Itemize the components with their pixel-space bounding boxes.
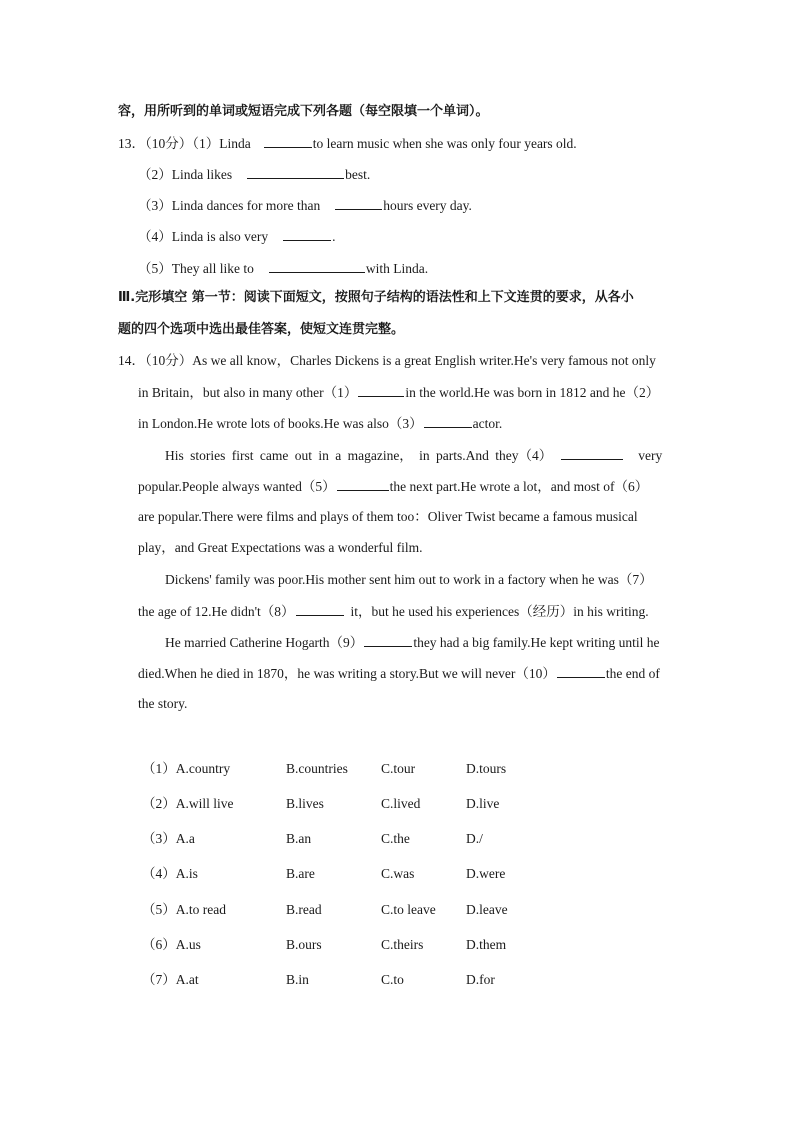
q14-p1-line-2	[138, 382, 659, 403]
q13-l4-before: （4）Linda is also very	[138, 229, 269, 244]
q14-blank-9[interactable]	[364, 632, 412, 647]
option-d[interactable]: D.them	[466, 937, 507, 952]
option-a[interactable]: A.country	[175, 761, 231, 776]
option-num: （3）	[142, 831, 176, 846]
q13-line-1	[118, 133, 577, 154]
q14-p2-l1b: very	[638, 448, 663, 463]
option-c[interactable]: C.to leave	[381, 902, 436, 917]
option-row	[142, 864, 198, 884]
section-intro: 容，用所听到的单词或短语完成下列各题（每空限填一个单词）。	[118, 104, 489, 119]
q13-line-4	[138, 226, 335, 247]
q13-blank-1[interactable]	[264, 133, 312, 148]
q14-p1-l3b: actor.	[472, 416, 503, 431]
option-row	[142, 829, 195, 849]
option-a[interactable]: A.us	[175, 937, 201, 952]
q14-p1-l2b: in the world.He was born in 1812 and he（2）	[405, 385, 660, 400]
option-d[interactable]: D.were	[466, 866, 506, 881]
option-b[interactable]: B.ours	[286, 937, 322, 952]
q13-line-5	[138, 258, 428, 279]
q14-p1-line-1: 14．（10分）As we all know，Charles Dickens is a great English writer.He's very famous not only	[118, 353, 656, 368]
section3-line-1: Ⅲ.完形填空 第一节：阅读下面短文，按照句子结构的语法性和上下文连贯的要求，从各小	[118, 290, 634, 305]
q13-l5-before: （5）They all like to	[138, 261, 254, 276]
q14-p4-l2a: died.When he died in 1870，he was writing a story.But we will never（10）	[138, 666, 556, 681]
q14-blank-5[interactable]	[337, 476, 389, 491]
q14-p1-line-3	[138, 413, 502, 434]
q14-p2-l2b: the next part.He wrote a lot，and most of（6）	[389, 479, 649, 494]
option-num: （6）	[142, 937, 176, 952]
q13-line-2	[138, 164, 370, 185]
q14-p4-l1a: He married Catherine Hogarth（9）	[165, 635, 364, 650]
option-row	[142, 935, 201, 955]
q13-blank-3[interactable]	[335, 195, 382, 210]
q13-blank-4[interactable]	[283, 226, 331, 241]
q14-p2-l2a: popular.People always wanted（5）	[138, 479, 336, 494]
q14-blank-8[interactable]	[296, 601, 344, 616]
option-a[interactable]: A.will live	[175, 796, 234, 811]
option-a[interactable]: A.to read	[175, 902, 226, 917]
option-c[interactable]: C.was	[381, 866, 415, 881]
q13-blank-2[interactable]	[247, 164, 344, 179]
option-c[interactable]: C.the	[381, 831, 410, 846]
q14-p4-line-3: the story.	[138, 696, 188, 711]
q13-l1-after: to learn music when she was only four years old.	[312, 136, 577, 151]
q14-p3-line-1: Dickens' family was poor.His mother sent him out to work in a factory when he was（7）	[165, 572, 653, 587]
section3-line-2: 题的四个选项中选出最佳答案，使短文连贯完整。	[118, 322, 405, 337]
option-num: （7）	[142, 972, 176, 987]
q14-blank-4[interactable]	[561, 445, 623, 460]
option-a[interactable]: A.at	[175, 972, 199, 987]
q13-line-3	[138, 195, 472, 216]
q14-blank-3[interactable]	[424, 413, 472, 428]
option-b[interactable]: B.read	[286, 902, 322, 917]
q14-p4-l1b: they had a big family.He kept writing until he	[413, 635, 660, 650]
q13-l2-after: best.	[345, 167, 371, 182]
q13-l2-before: （2）Linda likes	[138, 167, 233, 182]
q14-p4-line-1	[165, 632, 660, 653]
option-c[interactable]: C.lived	[381, 796, 421, 811]
q14-p2-line-1	[165, 445, 662, 466]
option-d[interactable]: D.tours	[466, 761, 507, 776]
option-c[interactable]: C.tour	[381, 761, 416, 776]
q13-l3-after: hours every day.	[383, 198, 472, 213]
q14-p3-l2b: it，but he used his experiences（经历）in his writing.	[350, 604, 649, 619]
q13-l4-after: .	[332, 229, 336, 244]
q14-p3-line-2	[138, 601, 649, 622]
q13-l5-after: with Linda.	[365, 261, 429, 276]
option-num: （4）	[142, 866, 176, 881]
q14-p4-l2b: the end of	[605, 666, 660, 681]
option-c[interactable]: C.to	[381, 972, 404, 987]
q14-p2-l1a: His stories first came out in a magazine， in parts.And they（4）	[165, 448, 553, 463]
option-row	[142, 900, 226, 920]
option-num: （1）	[142, 761, 176, 776]
option-d[interactable]: D.leave	[466, 902, 508, 917]
q13-l3-before: （3）Linda dances for more than	[138, 198, 321, 213]
option-d[interactable]: D./	[466, 831, 483, 846]
q14-p3-l2a: the age of 12.He didn't（8）	[138, 604, 295, 619]
option-a[interactable]: A.a	[175, 831, 195, 846]
q14-blank-10[interactable]	[557, 663, 605, 678]
option-b[interactable]: B.an	[286, 831, 312, 846]
q14-p1-l2a: in Britain，but also in many other（1）	[138, 385, 358, 400]
option-num: （5）	[142, 902, 176, 917]
q14-p4-line-2	[138, 663, 660, 684]
q14-p1-l3a: in London.He wrote lots of books.He was also（3）	[138, 416, 423, 431]
option-row	[142, 794, 234, 814]
q14-p2-line-3: are popular.There were films and plays of them too：Oliver Twist became a famous musical	[138, 509, 638, 524]
option-row	[142, 970, 199, 990]
option-b[interactable]: B.countries	[286, 761, 348, 776]
q14-p2-line-2	[138, 476, 648, 497]
option-b[interactable]: B.are	[286, 866, 315, 881]
option-d[interactable]: D.live	[466, 796, 500, 811]
option-a[interactable]: A.is	[175, 866, 198, 881]
q13-blank-5[interactable]	[269, 258, 365, 273]
q14-blank-1[interactable]	[358, 382, 404, 397]
q14-p2-line-4: play，and Great Expectations was a wonderful film.	[138, 540, 423, 555]
option-num: （2）	[142, 796, 176, 811]
option-b[interactable]: B.in	[286, 972, 309, 987]
option-c[interactable]: C.theirs	[381, 937, 424, 952]
option-d[interactable]: D.for	[466, 972, 495, 987]
option-b[interactable]: B.lives	[286, 796, 324, 811]
q13-head: 13．（10分）（1）Linda	[118, 136, 251, 151]
option-row	[142, 759, 230, 779]
